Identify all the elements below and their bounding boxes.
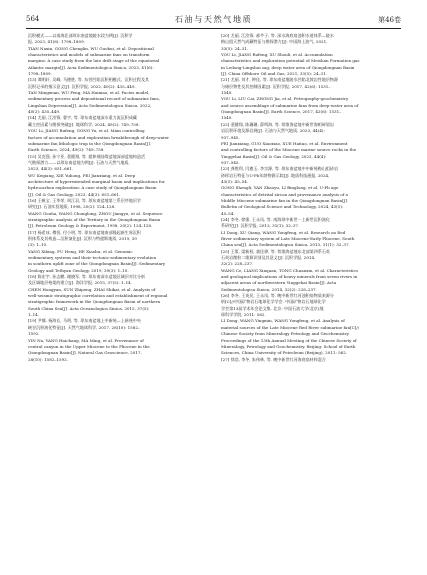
reference-line: 1540. [221, 115, 233, 121]
reference-line: WANG Gouha, WANG Chonglong, ZHOU Jiangyu, et al. Sequence [28, 210, 163, 216]
reference-line: characteristics and exploration potential of Meishan Formation gas [221, 58, 360, 64]
reference-line: 1–14. [28, 312, 40, 318]
reference-line: and controlling factors of the Miocene marine source rocks in the [221, 147, 357, 153]
reference-line: [24] 李冬, 徐强, 王永凤, 等. 南海琼中新世一上新世沉积演化 [221, 216, 330, 222]
reference-entry [221, 77, 399, 121]
reference-line: 砂样岩石特征与U-Pb年龄物源示踪[J]. 地质科技通报, 2024, [221, 172, 330, 178]
reference-line: [17] 杨希冰, 傅恒, 付小明, 等. 琼东南盆地南部隆起新生界沉积 [28, 229, 141, 235]
journal-title: 石油与天然气地质 [174, 14, 253, 24]
reference-line: Yinggehai Basin[J]. Oil & Gas Geology, 2023, 44(4): [221, 153, 327, 159]
reference-line: GONG Shengli, YAN Zhaoyu, LI Binglong, et al. U-Pb age [221, 185, 339, 191]
reference-line: Bulletin of Geological Science and Technology, 2024, 43(5): [221, 204, 344, 210]
reference-line: 研究[J]. 石油实验地质, 1998, 20(2): 124–128. [28, 204, 116, 210]
reference-line: [J]. China Offshore Oil and Gas, 2021, 33(5): 24–31. [221, 71, 327, 77]
reference-line: Chinese Society from Mineralogy Petrology and Geochemistry. [221, 331, 350, 337]
reference-line: (3): 1–10. [28, 242, 48, 248]
reference-line: characteristics and models of submarine fans on transform [28, 52, 150, 58]
reference-line: 沉积记录的指示意义[J]. 沉积学报, 2022, 40(2): 435–449. [28, 83, 136, 89]
reference-line: Sedimentologica Sinica, 2014, 32(2): 228–237. [221, 286, 317, 292]
reference-line: architecture of hyperextended marginal basin and implications for [28, 178, 165, 184]
reference-line: 析[C]//中国矿物岩石地球化学学会. 中国矿物岩石地球化学 [221, 299, 326, 305]
reference-line: [23] 龚胜利, 闫旗玉, 李宗源, 等. 琼东南盆地中中新统梅山组砂岩 [221, 166, 339, 172]
reference-line: 球科学学院, 2011: 562. [221, 312, 266, 318]
reference-line: 岩沉积环境及源岩展[J]. 石油与天然气地质, 2023, 44(4): [221, 128, 325, 134]
reference-line: 学会第13届学术年会论文集. 北京: 中国石油大学(北京)地 [221, 305, 324, 311]
reference-line: 与储层物性及其控制因素[J]. 沉积学报, 2017, 42(6): 1531– [221, 83, 331, 89]
reference-line: [13] 谭明轩, 吴峰, 马德胜, 等. 东营凹陷沉积相模式、沉积过程及其 [28, 77, 150, 83]
reference-line: WU Keqiang, XIE Yuhong, PEI Jianxiang, et al. Deep [28, 172, 136, 178]
reference-line: 1798–1809. [28, 71, 52, 77]
reference-line: [27] 徐浩, 李冬, 朱伟林, 等. 晚中新世红河海底扇材料混合 [221, 356, 326, 362]
reference-line: margins: A case study from the late drift stage of the equatorial [28, 58, 160, 64]
reference-line: 峡谷沉积演化特征[J]. 天然气地球科学, 2017, 28(10): 1582– [28, 324, 140, 330]
reference-line: Geology and Tethyan Geology, 2019, 39(3): 1–10. [28, 267, 129, 273]
reference-line: well-seismic stratigraphic correlation and establishment of regional [28, 293, 168, 299]
reference-line: 43(5): 45–54. [221, 178, 249, 184]
reference-line: stratigraphic analysis of the Tertiary in the Qiongdongnan Basin [28, 216, 161, 222]
reference-line: Middle Miocene submarine fan in the Qiongdongnan Basin[J]. [221, 197, 349, 203]
reference-entry [28, 318, 206, 362]
reference-line: Qiongdongnan Basin[J]. Natural Gas Geoscience, 2017, [28, 350, 142, 356]
reference-line: 1540. [221, 90, 233, 96]
reference-line: [16] 王帆宝, 王华荣, 周江羽, 等. 琼东南盆地第三系层序地层学 [28, 197, 141, 203]
reference-line: 937–945. [221, 134, 240, 140]
reference-line: sedimentary systems and their tectonic-sedimentary evolution [28, 255, 157, 261]
reference-line: YOU Li, JIANG Rufeng, GONG Yu, et al. Main controlling [28, 128, 145, 134]
page-number: 564 [26, 15, 40, 23]
reference-line: LI Dong, XU Qiang, WANG Yongfeng, et al. Research on Red [221, 229, 346, 235]
reference-line: China sea[J]. Acta Sedimentologica Sinica, 2013, 31(1): 32–37. [221, 242, 350, 248]
reference-line: hydrocarbon exploration: A case study of Qiongdongnan Basin [28, 185, 157, 191]
reference-line: 沉积模式——以南海北部琼东南盆地陵水段为例[J]. 沉积学 [28, 33, 133, 38]
reference-line: [J]. Oil & Gas Geology, 2023, 44(3): 651–661. [28, 191, 121, 197]
reference-line: [21] 尤丽, 刘才, 钟佳, 等. 琼东南盆地陵水凹陷北坡岩性地层物源 [221, 77, 339, 83]
reference-entry [28, 230, 206, 274]
reference-line: River sedimentary system of Late Miocene-Early Pliocene, South [221, 236, 355, 241]
reference-line: 33(5): 24–31. [221, 45, 249, 51]
reference-line: YOU Li, JIANG Rufeng, XU Shouli, et al. Accumulation [221, 52, 333, 58]
reference-line: 报, 2023, 41(6): 1798–1809. [28, 39, 85, 45]
reference-line: and geological implications of heavy minerals from seven rivers in [221, 274, 358, 280]
reference-line: sedimentary process and depositional record of submarine fans, [28, 96, 161, 102]
reference-line: 1592. [28, 331, 40, 337]
reference-line: WANG Ce, LIANG Xinquan, TONG Chuanxin, et al. Characteristics [221, 267, 358, 273]
reference-entry [28, 77, 206, 115]
page-header [26, 12, 401, 29]
reference-line: characteristics of detrital zircon and provenance analysis of a [221, 191, 348, 197]
reference-line: [19] 尹娜, 杨海长, 马明, 等. 琼东南盆地上中新统—上新统中央 [28, 318, 141, 324]
reference-entry [221, 217, 399, 249]
reference-line: 937–945. [221, 159, 240, 165]
reference-line: [15] 吴克强, 孙宁亚, 裴健翔, 等. 超伸展陆缘盆地深部盆地构造活 [28, 153, 146, 159]
reference-line: 积体系及其构造—沉积演化[J]. 沉积与特提斯地质, 2019, 39 [28, 236, 137, 241]
reference-line: 梅山组天然气成藏特征与勘探潜力[J]. 中国海上油气, 2021, [221, 39, 328, 45]
reference-line: Sciences, China University of Petroleum (Beijing), 2011: 562. [221, 350, 348, 356]
reference-entry [221, 122, 399, 166]
reference-line: Qiongdongnan Basin[J]. Earth Science, 2017, 42(6): 1531– [221, 109, 342, 115]
reference-entry [221, 249, 399, 293]
reference-line: [26] 李冬, 王英民, 王永凤, 等. 晚中新世红河浊积扇物质来源分 [221, 293, 334, 299]
reference-line: adjacent areas of northwestern Yinggehai Basin[J]. Acta [221, 280, 337, 286]
reference-line: YANG Xibing, FU Heng, HE Xiaohu, et al. Genomic [28, 248, 133, 254]
reference-line: material sources of the Late Miocene Red River submarine fan[C]// [221, 324, 360, 330]
reference-line: LI Dong, WANG Yingmin, WANG Yongfeng, et al. Analysis of [221, 318, 345, 324]
reference-entry [221, 293, 399, 356]
reference-column-right [221, 33, 399, 363]
reference-entry [28, 274, 206, 318]
reference-line: [22] 裴健翔, 陈珊珊, 薛鸣海, 等. 莺歌海盆地中新世海相碎屑岩 [221, 121, 334, 127]
reference-line: central canyon in the Upper Miocene to the Pliocene in the [28, 343, 150, 349]
reference-entry [221, 33, 399, 77]
volume-label: 第46卷 [378, 16, 401, 24]
reference-line: 32(2): 228–237. [221, 261, 254, 267]
reference-entry [28, 33, 206, 77]
reference-line: Mineralogy, Petrology and Geochemistry. Beijing: School of Earth [221, 343, 356, 349]
reference-line: [18] 陈宏宇, 孙志鹏, 谢晓军, 等. 琼东南深水盆地区域层对比分析 [28, 274, 146, 280]
reference-line: 藏主控因素与勘探突破[J]. 地球科学, 2024, 49(2): 749–758. [28, 121, 140, 127]
reference-line: Atlantic margin[J]. Acta Sedimentologica Sinica, 2023, 41(6): [28, 64, 154, 70]
reference-line: TIAN Naxin, GONG Chenglin, WU Guokui, et al. Depositional [28, 45, 154, 51]
reference-entry [221, 357, 399, 363]
reference-line: 及区域地层格架的建立[J]. 海洋学报, 2015, 37(5): 1–14. [28, 280, 133, 286]
reference-line: 系研究[J]. 沉积学报, 2013, 31(1): 32–37. [221, 223, 300, 229]
reference-line: and source assemblage of submarine fans from deep-water area of [221, 102, 359, 108]
reference-entry [28, 154, 206, 198]
reference-line: stratigraphic framework in the Qiongdongnan Basin of northern [28, 299, 161, 305]
reference-line: 28(10): 1582–1592. [28, 356, 69, 362]
reference-line: in Ledong-Lingshui sag, deep water area of Qiongdongnan Basin [221, 64, 355, 70]
reference-line: factors of accumulation and exploration breakthrough of deep-water [28, 134, 170, 140]
reference-line: CHEN Hongyan, SUN Zhipeng, ZHAI Shikai, et al. Analysis of [28, 286, 156, 292]
reference-line: 2023, 44(3): 651–661. [28, 166, 74, 172]
reference-line: 40(2): 435–449. [28, 109, 61, 115]
reference-line: [25] 王策, 梁新权, 童佳骅, 等. 莺歌海盆地东北部第四系石英 [221, 248, 330, 254]
reference-line: in southern uplift zone of the Qiongdongnan Basin[J]. Sedimentary [28, 261, 166, 267]
reference-line: South China Sea[J]. Acta Oceanologica Sinica, 2015, 37(5): [28, 305, 150, 311]
reference-line: TAN Mingxuan, WU Feng, MA Haimao, et al. Facies model, [28, 90, 150, 96]
reference-line: YOU Li, LIU Cai, ZHONG Jia, et al. Petrography-geochemistry [221, 96, 349, 102]
reference-line: submarine fan lithologic trap in the Qiongdongnan Basin[J]. [28, 140, 152, 146]
reference-line: [J]. Petroleum Geology & Experiment, 1998, 20(2): 124–128. [28, 223, 153, 229]
reference-line: Proceedings of the 13th Annual Meeting of the Chinese Society of [221, 337, 357, 343]
reference-column-left [28, 33, 206, 363]
reference-line: 45–54. [221, 210, 235, 216]
reference-line: YIN Na, YANG Haichang, MA Ming, et al. Provenance of [28, 337, 144, 343]
reference-line: Lingshan Depression[J]. Acta Sedimentologica Sinica, 2022, [28, 102, 152, 108]
reference-line: [20] 尤丽, 江汝锋, 郝芊子, 等. 深水海底扇浊积水道体系—陵水 [221, 33, 334, 38]
reference-entry [28, 115, 206, 153]
reference-entry [28, 198, 206, 230]
reference-line: 气勘探潜力——以琼东南盆地为例[J]. 石油与天然气地质, [28, 159, 130, 165]
reference-entry [221, 166, 399, 217]
reference-line: PEI Jianxiang, GUO Xiaoxiao, XUE Haitao, et al. Environment [221, 140, 348, 146]
reference-line: [14] 尤丽, 江汝锋, 曹宇, 等. 琼东南盆地深水重力流沉积成藏 [28, 115, 137, 121]
reference-line: Earth Science, 2024, 49(2): 749–758. [28, 147, 105, 153]
reference-line: 石英岩微粒二维源识别及其意义[J]. 沉积学报, 2014, [221, 255, 316, 261]
